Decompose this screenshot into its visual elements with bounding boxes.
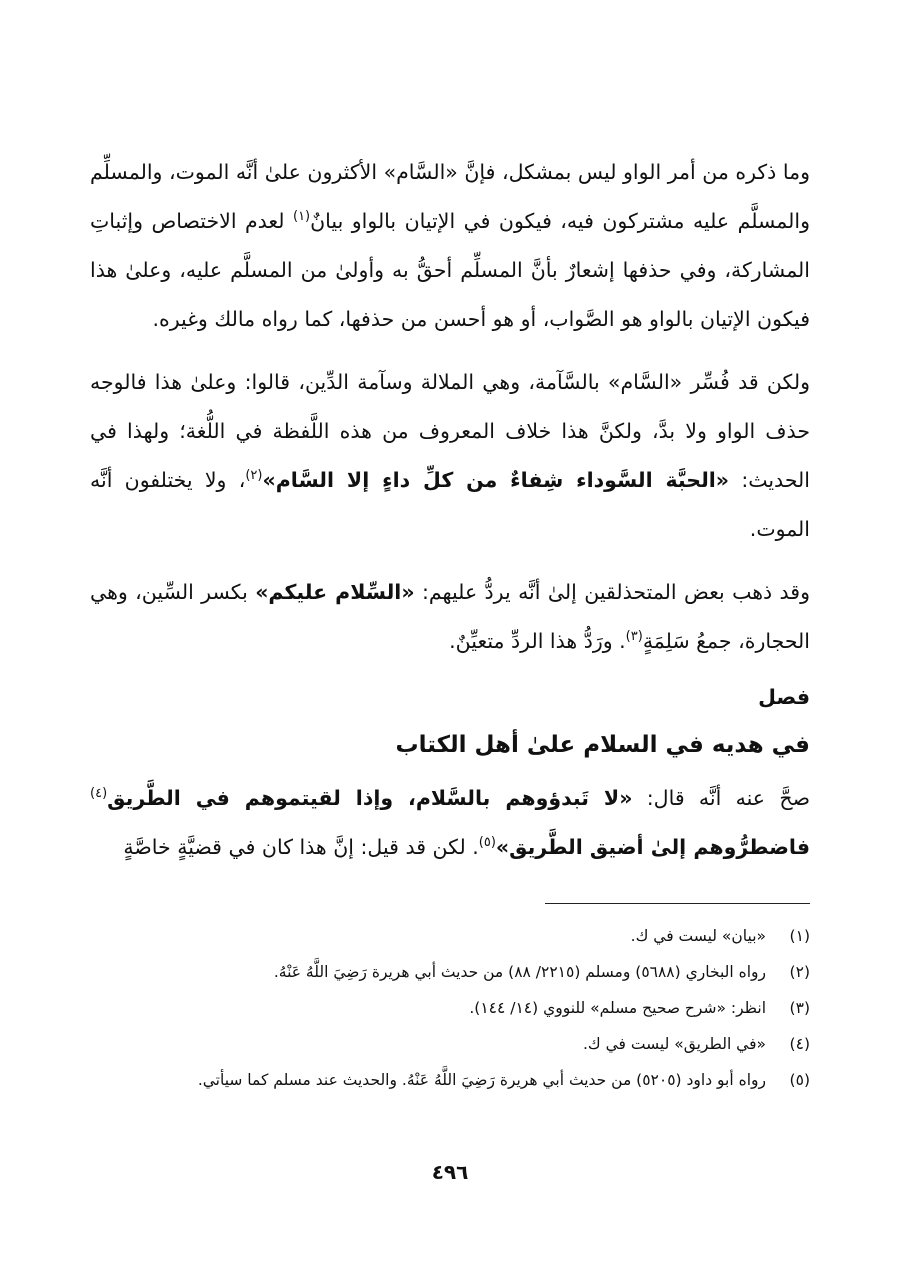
hadith-quote: «الحبَّة السَّوداء شِفاءٌ من كلِّ داءٍ إلا السَّام» <box>262 468 730 492</box>
footnote <box>90 1062 810 1098</box>
p3-tail: . ورَدُّ هذا الردِّ متعيِّنٌ. <box>449 629 626 653</box>
footnote-number: (٢) <box>789 963 810 981</box>
hadith-quote-2: «لا تَبدؤوهم بالسَّلام، وإذا لقيتموهم في الطَّريق <box>107 786 633 810</box>
section-title: في هديه في السلام علىٰ أهل الكتاب <box>395 732 810 758</box>
footnote-divider <box>545 903 810 904</box>
footnote-number: (٥) <box>789 1071 810 1089</box>
footnote-number: (٤) <box>789 1035 810 1053</box>
page-number: ٤٩٦ <box>431 1160 469 1184</box>
footnote-ref-1[interactable]: (١) <box>292 209 311 225</box>
p3-text-b: بكسر السِّين، وهي الحجارة، جمعُ سَلِمَةٍ <box>90 580 810 653</box>
p4-tail: . لكن قد قيل: إنَّ هذا كان في قضيَّةٍ خاصَّةٍ <box>123 835 479 859</box>
footnote <box>90 918 810 954</box>
footnote-text: انظر: «شرح صحيح مسلم» للنووي (١٤/ ١٤٤). <box>469 999 766 1017</box>
footnote-text: «في الطريق» ليست في ك. <box>582 1035 766 1053</box>
footnote <box>90 1026 810 1062</box>
footnotes <box>90 918 810 1098</box>
p1-text: وما ذكره من أمر الواو ليس بمشكل، فإنَّ «السَّام» الأكثرون علىٰ أنَّه الموت، والمسلِّم والمسلَّم عليه مشتركون فيه، فيكون في الإتيان بالواو بيانٌ <box>90 160 810 233</box>
footnote-ref-5[interactable]: (٥) <box>478 835 496 851</box>
paragraph-4 <box>90 774 810 872</box>
p3-text: وقد ذهب بعض المتحذلقين إلىٰ أنَّه يردُّ عليهم: <box>414 580 810 604</box>
footnote-number: (١) <box>789 927 810 945</box>
footnote-number: (٣) <box>789 999 810 1017</box>
paragraph-3 <box>90 568 810 666</box>
section-heading: فصل <box>758 685 810 709</box>
paragraph-2 <box>90 358 810 554</box>
paragraph-1 <box>90 148 810 344</box>
footnote-text: رواه البخاري (٥٦٨٨) ومسلم (٢٢١٥/ ٨٨) من حديث أبي هريرة رَضِيَ اللَّهُ عَنْهُ. <box>273 963 766 981</box>
footnote-text: «بيان» ليست في ك. <box>630 927 766 945</box>
salam-quote: «السِّلام عليكم» <box>255 580 415 604</box>
p4-text: صحَّ عنه أنَّه قال: <box>632 786 810 810</box>
p2-tail: ، ولا يختلفون أنَّه الموت. <box>90 468 810 541</box>
footnote <box>90 954 810 990</box>
footnote-ref-4[interactable]: (٤) <box>90 786 108 802</box>
footnote-ref-2[interactable]: (٢) <box>245 468 263 484</box>
footnote <box>90 990 810 1026</box>
hadith-quote-2b: فاضطرُّوهم إلىٰ أضيق الطَّريق» <box>495 835 810 859</box>
main-text <box>90 148 810 872</box>
footnote-text: رواه أبو داود (٥٢٠٥) من حديث أبي هريرة رَضِيَ اللَّهُ عَنْهُ. والحديث عند مسلم كما سيأتي. <box>197 1071 766 1089</box>
p1-tail: لعدم الاختصاص وإثباتِ المشاركة، وفي حذفها إشعارٌ بأنَّ المسلِّم أحقُّ به وأولىٰ من المسلَّم عليه، وعلىٰ هذا فيكون الإتيان بالواو هو الصَّواب، أو هو أحسن من حذفها، كما رواه مالك وغيره. <box>90 209 810 331</box>
footnote-ref-3[interactable]: (٣) <box>625 629 643 645</box>
p2-text: ولكن قد فُسِّر «السَّام» بالسَّآمة، وهي الملالة وسآمة الدِّين، قالوا: وعلىٰ هذا فالوجه حذف الواو ولا بدَّ، ولكنَّ هذا خلاف المعروف من هذه اللَّفظة في اللُّغة؛ ولهذا في الحديث: <box>90 370 810 492</box>
